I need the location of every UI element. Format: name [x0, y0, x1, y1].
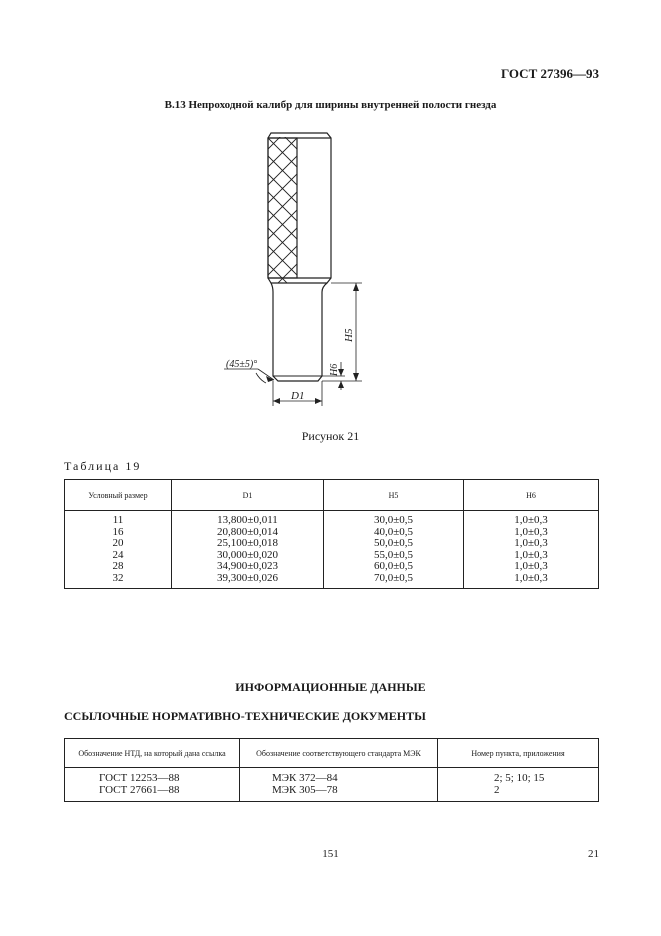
- cell: МЭК 305—78: [240, 785, 438, 802]
- table-row: [65, 511, 599, 527]
- d1-label: D1: [291, 390, 305, 402]
- figure-caption: Рисунок 21: [301, 429, 360, 443]
- table-header-row: [65, 480, 599, 511]
- cell: ГОСТ 27661—88: [65, 785, 240, 802]
- cell: 16: [65, 527, 172, 539]
- cell: 1,0±0,3: [464, 527, 599, 539]
- refs-table: [64, 738, 599, 802]
- table-row: [65, 785, 599, 802]
- knurl-area: [268, 138, 297, 278]
- cell: 55,0±0,5: [324, 550, 464, 562]
- cell: 39,300±0,026: [172, 573, 324, 589]
- cell: 1,0±0,3: [464, 511, 599, 527]
- col-header-clause: Номер пункта, приложения: [438, 739, 599, 768]
- table-row: [65, 538, 599, 550]
- refs-heading: ССЫЛОЧНЫЕ НОРМАТИВНО-ТЕХНИЧЕСКИЕ ДОКУМЕНТЫ: [64, 709, 426, 723]
- sheet-number: 21: [588, 848, 599, 860]
- cell: 11: [65, 511, 172, 527]
- cell: 1,0±0,3: [464, 561, 599, 573]
- col-header-iec: Обозначение соответствующего стандарта МЭК: [240, 739, 438, 768]
- cell: 28: [65, 561, 172, 573]
- cell: 30,0±0,5: [324, 511, 464, 527]
- h5-label: H5: [343, 328, 355, 342]
- cell: 60,0±0,5: [324, 561, 464, 573]
- cell: 25,100±0,018: [172, 538, 324, 550]
- table-row: [65, 561, 599, 573]
- info-heading: ИНФОРМАЦИОННЫЕ ДАННЫЕ: [235, 680, 426, 694]
- cell: 40,0±0,5: [324, 527, 464, 539]
- cell: 20: [65, 538, 172, 550]
- cell: 50,0±0,5: [324, 538, 464, 550]
- table19-title: Таблица 19: [64, 459, 142, 473]
- section-caption: В.13 Непроходной калибр для ширины внутренней полости гнезда: [164, 99, 497, 111]
- h6-label: H6: [329, 363, 340, 376]
- cell: ГОСТ 12253—88: [65, 768, 240, 785]
- col-header-size: Условный размер: [65, 480, 172, 511]
- cell: 34,900±0,023: [172, 561, 324, 573]
- cell: 1,0±0,3: [464, 550, 599, 562]
- table-header-row: [65, 739, 599, 768]
- document-header: ГОСТ 27396—93: [500, 66, 599, 81]
- angle-label: (45±5)°: [226, 359, 258, 370]
- table-row: [65, 768, 599, 785]
- col-header-h5: H5: [324, 480, 464, 511]
- cell: 2; 5; 10; 15: [438, 768, 599, 785]
- gauge-drawing: [195, 128, 385, 418]
- cell: МЭК 372—84: [240, 768, 438, 785]
- cell: 1,0±0,3: [464, 538, 599, 550]
- page-number: 151: [322, 848, 339, 860]
- cell: 32: [65, 573, 172, 589]
- col-header-ntd: Обозначение НТД, на который дана ссылка: [65, 739, 240, 768]
- cell: 30,000±0,020: [172, 550, 324, 562]
- table-19: [64, 479, 599, 589]
- cell: 20,800±0,014: [172, 527, 324, 539]
- table-row: [65, 573, 599, 589]
- col-header-d1: D1: [172, 480, 324, 511]
- cell: 2: [438, 785, 599, 802]
- cell: 24: [65, 550, 172, 562]
- cell: 1,0±0,3: [464, 573, 599, 589]
- cell: 70,0±0,5: [324, 573, 464, 589]
- cell: 13,800±0,011: [172, 511, 324, 527]
- col-header-h6: H6: [464, 480, 599, 511]
